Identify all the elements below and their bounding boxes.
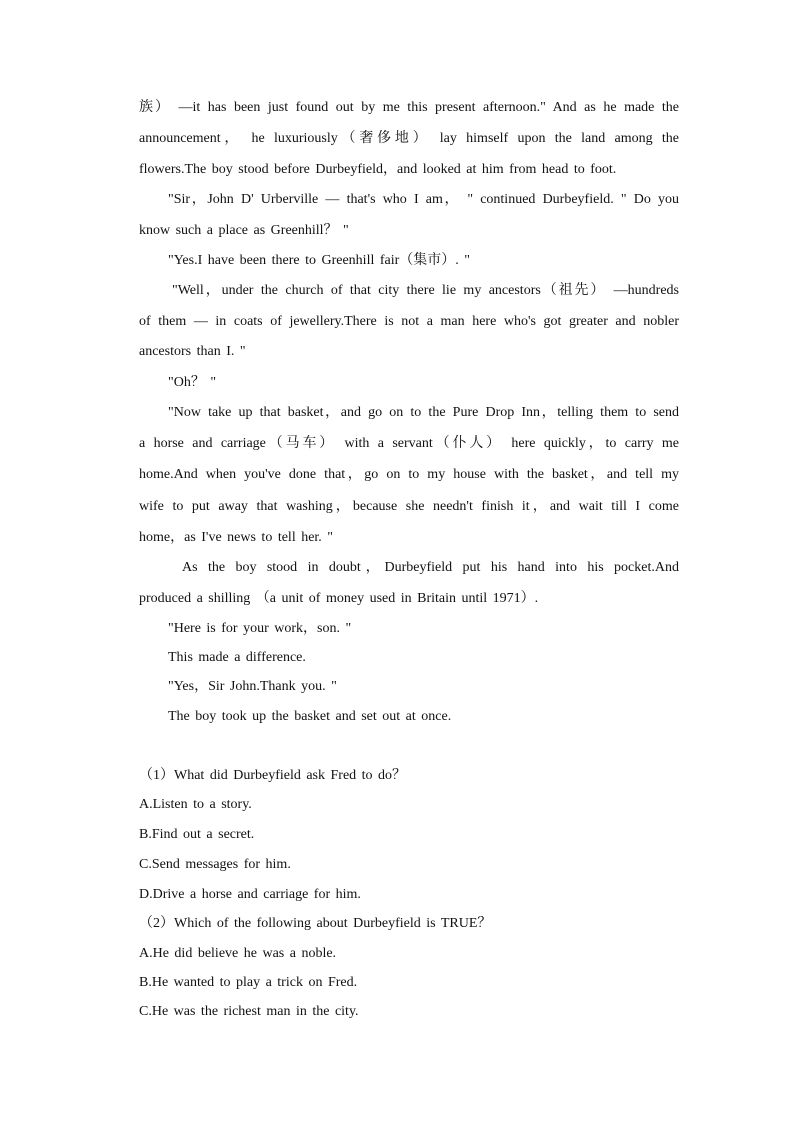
passage-line: home.And when you've done that，go on to my house with the basket，and tell my: [139, 467, 679, 482]
passage-line: produced a shilling （a unit of money used in Britain until 1971）.: [139, 591, 539, 606]
passage-line: ancestors than I. ": [139, 344, 246, 359]
passage-line: of them — in coats of jewellery.There is not a man here who's got greater and nobler: [139, 314, 679, 329]
answer-option-d: D.Drive a horse and carriage for him.: [139, 887, 361, 902]
passage-line: a horse and carriage（马车） with a servant（仆人） here quickly，to carry me: [139, 436, 679, 451]
passage-line: As the boy stood in doubt，Durbeyfield put his hand into his pocket.And: [182, 560, 679, 575]
passage-line: "Sir，John D' Urberville — that's who I am， " continued Durbeyfield. " Do you: [168, 192, 679, 207]
passage-line: This made a difference.: [168, 650, 306, 665]
answer-option-b: B.He wanted to play a trick on Fred.: [139, 975, 358, 990]
passage-line: wife to put away that washing，because she needn't finish it，and wait till I come: [139, 499, 679, 514]
passage-line: "Here is for your work，son. ": [168, 621, 352, 636]
answer-option-c: C.He was the richest man in the city.: [139, 1004, 359, 1019]
passage-line: The boy took up the basket and set out at once.: [168, 709, 452, 724]
passage-line: "Yes，Sir John.Thank you. ": [168, 679, 337, 694]
passage-line: announcement， he luxuriously（奢侈地） lay himself upon the land among the: [139, 131, 679, 146]
passage-line: "Now take up that basket，and go on to the Pure Drop Inn，telling them to send: [168, 405, 679, 420]
answer-option-c: C.Send messages for him.: [139, 857, 291, 872]
question-stem: （1）What did Durbeyfield ask Fred to do？: [139, 768, 407, 783]
passage-line: "Well，under the church of that city there lie my ancestors（祖先） —hundreds: [172, 283, 679, 298]
answer-option-b: B.Find out a secret.: [139, 827, 255, 842]
question-stem: （2）Which of the following about Durbeyfield is TRUE？: [139, 916, 492, 931]
answer-option-a: A.Listen to a story.: [139, 797, 252, 812]
passage-line: 族） —it has been just found out by me this present afternoon." And as he made the: [139, 100, 679, 115]
answer-option-a: A.He did believe he was a noble.: [139, 946, 337, 961]
passage-line: "Yes.I have been there to Greenhill fair（集市）. ": [168, 253, 470, 268]
passage-line: "Oh？ ": [168, 375, 217, 390]
passage-line: flowers.The boy stood before Durbeyfield，and looked at him from head to foot.: [139, 162, 617, 177]
passage-line: home，as I've news to tell her. ": [139, 530, 334, 545]
passage-line: know such a place as Greenhill？ ": [139, 223, 349, 238]
